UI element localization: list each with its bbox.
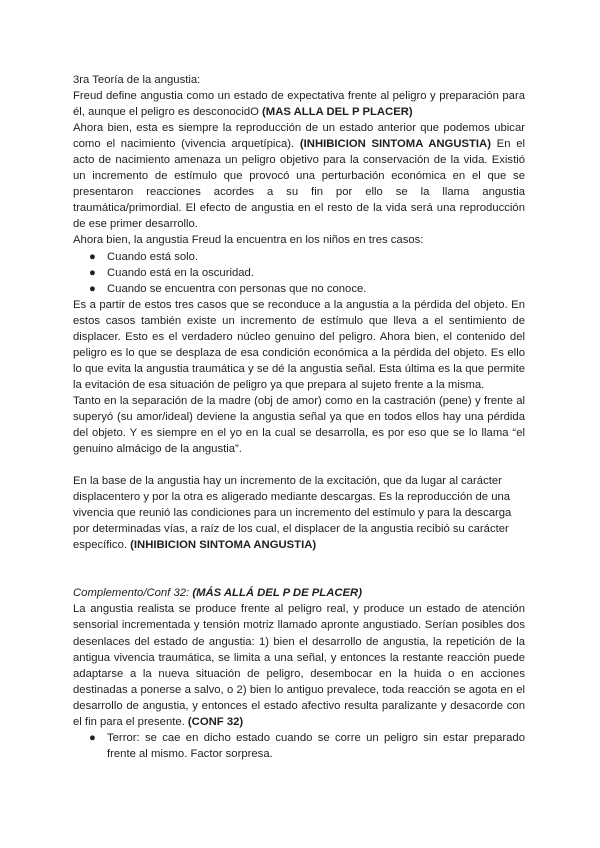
- paragraph-birth: [73, 120, 525, 232]
- paragraph-realistic-anxiety: [73, 601, 525, 729]
- cases-list: [73, 249, 525, 297]
- reference-inhibicion-2: (INHIBICION SINTOMA ANGUSTIA): [130, 539, 317, 552]
- terror-text: Terror: se cae en dicho estado cuando se corre un peligro sin estar preparado frente al mismo. Factor sorpresa.: [107, 731, 525, 760]
- list-item: [73, 730, 525, 762]
- excitation-text: En la base de la angustia hay un incremento de la excitación, que da lugar al carácter displacentero y por la otra es aligerado mediante descargas. Es la reproducción de una vivencia que reunió las condiciones para un incremento del estímulo y para la descarga por determinadas vías, a raíz de los cual, el displacer de la angustia recibió su carácter específico.: [73, 475, 512, 552]
- spacer: [73, 569, 525, 585]
- bullet-icon: ●: [89, 250, 96, 263]
- document-page: [73, 72, 525, 762]
- bullet-icon: ●: [89, 282, 96, 295]
- list-item: [73, 249, 525, 265]
- paragraph-excitation: [73, 473, 525, 553]
- reference-conf-32: (CONF 32): [187, 715, 244, 728]
- section-title: 3ra Teoría de la angustia:: [73, 74, 201, 86]
- list-item: [73, 265, 525, 281]
- birth-text-a: Ahora bien, esta es siempre la reproducción de un estado anterior que podemos ubicar como el nacimiento (vivencia arquetípica).: [73, 122, 525, 151]
- reference-mas-alla: (MAS ALLA DEL P PLACER): [262, 106, 413, 119]
- bullet-icon: ●: [89, 266, 96, 279]
- realistic-anxiety-text: La angustia realista se produce frente al peligro real, y produce un estado de atención sensorial incrementada y tensión motriz llamado apronte angustiado. Serían posibles dos desenlaces del estado de angustia: 1) bien el desarrollo de angustia, la repetición de la antigua vivencia traumática, se limita a una señal, y entonces la restante reacción puede adaptarse a la nueva situación de peligro, desembocar en la huida o en acciones destinadas a ponerse a salvo, o 2) bien lo antiguo prevalece, toda reacción se agota en el desarrollo de angustia, y entonces el estado afectivo resulta paralizante y desacorde con el fin para el presente.: [73, 603, 525, 728]
- list-item: [73, 281, 525, 297]
- paragraph-object-loss: Es a partir de estos tres casos que se reconduce a la angustia a la pérdida del objeto. En estos casos también existe un incremento de estímulo que lleva a el sentimiento de displacer. Esto es el verdadero núcleo genuino del peligro. Ahora bien, el contenido del peligro es lo que se desplaza de esa condición económica a la pérdida del objeto. Es ello lo que evita la angustia traumática y se dé la angustia señal. Esta última es la que permite la evitación de esa situación de peligro ya que prepara al sujeto frente a la misma.: [73, 298, 525, 391]
- birth-text-b: En el acto de nacimiento amenaza un peligro objetivo para la conservación de la vida. Existió un incremento de estímulo que provocó una perturbación económica en el que se presentaron reacciones acordes a su fin por ello se la llama angustia traumática/primordial. El efecto de angustia en el resto de la vida será una reproducción de ese primer desarrollo.: [73, 138, 525, 231]
- case-text: Cuando está en la oscuridad.: [107, 266, 254, 279]
- complement-heading: [73, 585, 525, 601]
- bullet-icon: ●: [89, 731, 96, 744]
- complement-reference: (MÁS ALLÁ DEL P DE PLACER): [192, 587, 362, 600]
- case-text: Cuando está solo.: [107, 250, 199, 263]
- paragraph-separation: Tanto en la separación de la madre (obj de amor) como en la castración (pene) y frente al superyó (su amor/ideal) deviene la angustia señal ya que en todos ellos hay una pérdida del objeto. Y es siempre en el yo en la cual se desarrolla, es por eso que se lo llama “el genuino almácigo de la angustia”.: [73, 394, 525, 456]
- terror-list: [73, 730, 525, 762]
- case-text: Cuando se encuentra con personas que no conoce.: [107, 282, 367, 295]
- spacer: [73, 457, 525, 473]
- definition-text: Freud define angustia como un estado de expectativa frente al peligro y preparación para él, aunque el peligro es desconocidO: [73, 90, 525, 119]
- complement-label: Complemento/Conf 32:: [73, 587, 193, 600]
- paragraph-three-cases: Ahora bien, la angustia Freud la encuentra en los niños en tres casos:: [73, 234, 424, 247]
- spacer: [73, 553, 525, 569]
- paragraph-definition: [73, 88, 525, 120]
- reference-inhibicion-1: (INHIBICION SINTOMA ANGUSTIA): [299, 138, 491, 151]
